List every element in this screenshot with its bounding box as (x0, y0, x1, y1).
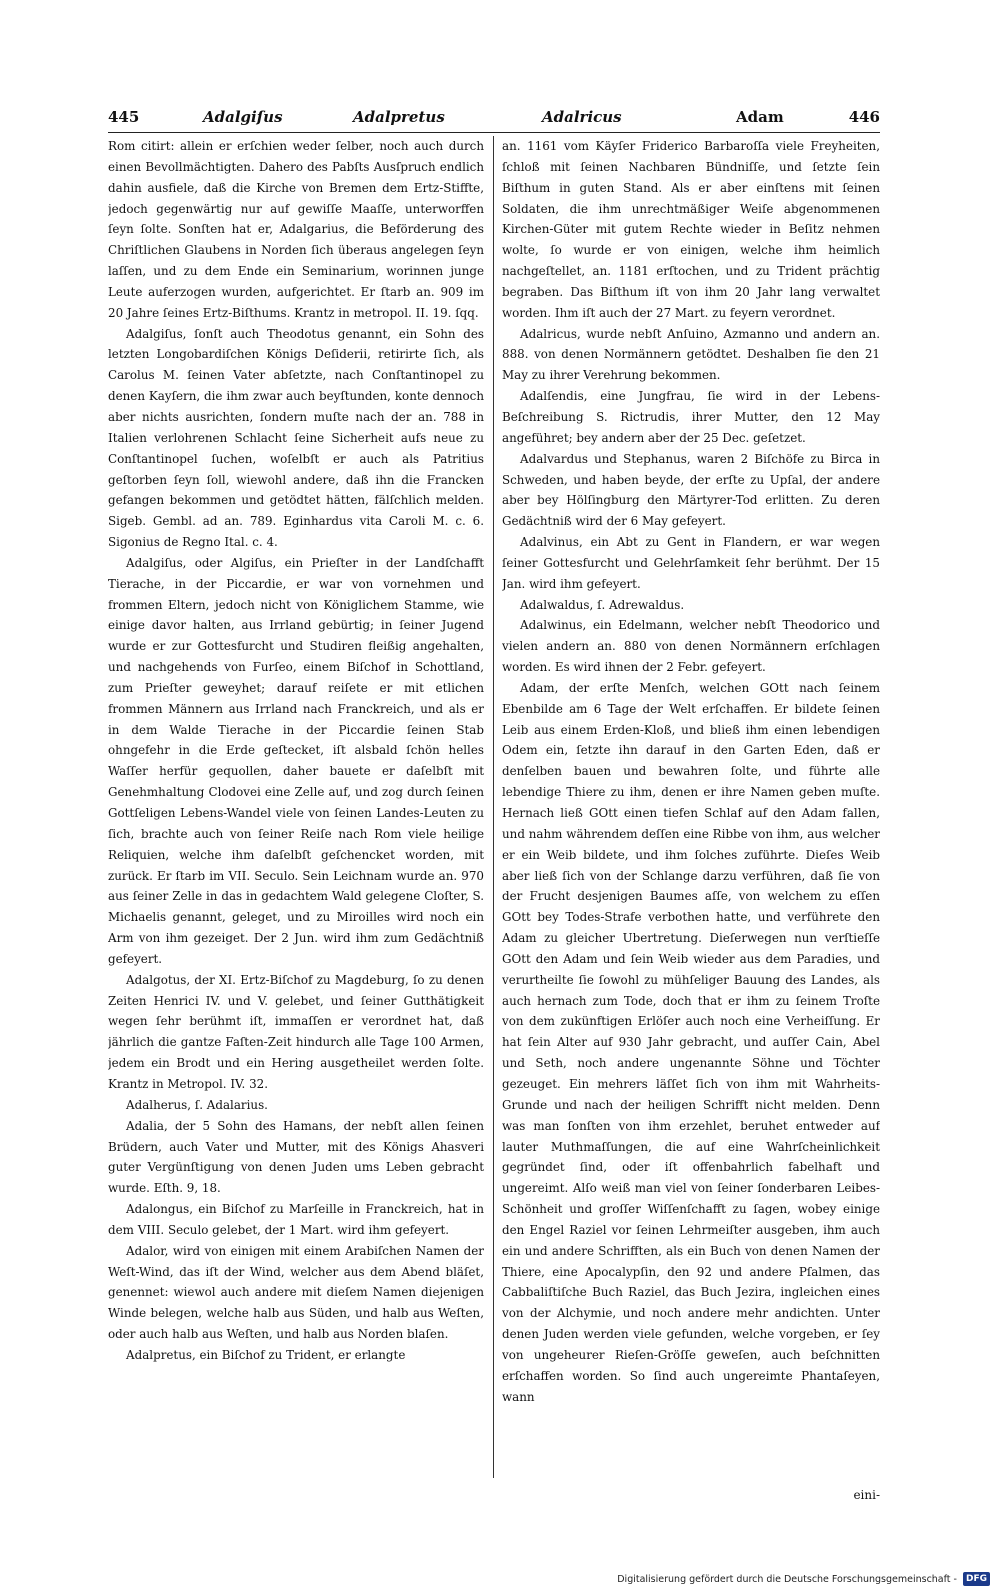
entry-paragraph: Adalongus, ein Biſchof zu Marſeille in Franckreich, hat in dem VIII. Seculo gelebet, der 1 Mart. wird ihm gefeyert. (108, 1202, 484, 1237)
entry-paragraph: an. 1161 vom Käyſer Friderico Barbaroſſa viele Freyheiten, ſchloß mit ſeinen Nachbaren Bündniſſe, und ſetzte ſein Biſthum in guten Stand. Als er aber einſtens mit ſeinen Soldaten, die ihm unrechtmäßiger Weiſe abgenommenen Kirchen-Güter mit gutem Rechte wieder in Beſitz nehmen wolte, ſo wurde er von einigen, welche ihm heimlich nachgeſtellet, an. 1181 erſtochen, und zu Trident prächtig begraben. Das Biſthum iſt von ihm 20 Jahr lang verwaltet worden. Ihm iſt auch der 27 Mart. zu feyern verordnet. (502, 139, 880, 320)
entry-paragraph: Adalherus, ſ. Adalarius. (126, 1097, 268, 1112)
left-headword-1: Adalgiſus (203, 108, 283, 126)
entry-paragraph: Rom citirt: allein er erſchien weder ſelber, noch auch durch einen Bevollmächtigten. Dahero des Pabſts Ausſpruch endlich dahin ausfiele, daß die Kirche von Bremen dem Ertz-Stiffte, jedoch gegenwärtig nur auf gewiſſe Maaſſe, unterworffen ſeyn ſolte. Sonſten hat er, Adalgarius, die Beförderung des Chriſtlichen Glaubens in Norden ſich überaus angelegen ſeyn laſſen, und zu dem Ende ein Seminarium, worinnen junge Leute auferzogen wurden, aufgerichtet. Er ſtarb an. 909 im 20 Jahre ſeines Ertz-Biſthums. Krantz in metropol. II. 19. ſqq. (108, 139, 484, 320)
header-rule (108, 132, 880, 133)
entry-paragraph: Adalſendis, eine Jungfrau, ſie wird in der Lebens-Beſchreibung S. Rictrudis, ihrer Mutter, den 12 May angeführet; bey andern aber der 25 Dec. geſetzet. (502, 389, 880, 445)
entry-paragraph: Adalgotus, der XI. Ertz-Biſchof zu Magdeburg, ſo zu denen Zeiten Henrici IV. und V. gelebet, und ſeiner Gutthätigkeit wegen ſehr berühmt iſt, immaſſen er verordnet hat, daß jährlich die gantze Faſten-Zeit hindurch alle Tage 100 Armen, jedem ein Brodt und ein Hering ausgetheilet werden ſolte. Krantz in Metropol. IV. 32. (108, 972, 484, 1091)
right-page-number: 446 (848, 108, 880, 126)
right-column (502, 136, 880, 1478)
right-headword-2: Adam (736, 108, 784, 126)
entry-paragraph: Adalvinus, ein Abt zu Gent in Flandern, er war wegen ſeiner Gottesfurcht und Gelehrſamkeit ſehr berühmt. Der 15 Jan. wird ihm gefeyert. (502, 535, 880, 591)
entry-paragraph: Adalgiſus, ſonſt auch Theodotus genannt, ein Sohn des letzten Longobardiſchen Königs Deſiderii, retirirte ſich, als Carolus M. ſeinen Vater abſetzte, nach Conſtantinopel zu denen Kayſern, die ihm zwar auch beyſtunden, konte dennoch aber nichts ausrichten, ſondern muſte nach der an. 788 in Italien verlohrenen Schlacht ſeine Sicherheit aufs neue zu Conſtantinopel ſuchen, woſelbſt er auch als Patritius geſtorben ſeyn ſoll, wiewohl andere, daß ihn die Francken gefangen bekommen und getödtet hätten, fälſchlich melden. Sigeb. Gembl. ad an. 789. Eginhardus vita Caroli M. c. 6. Sigonius de Regno Ital. c. 4. (108, 326, 484, 550)
entry-paragraph: Adalpretus, ein Biſchof zu Trident, er erlangte (126, 1347, 406, 1362)
running-header (108, 108, 880, 134)
entry-paragraph: Adalor, wird von einigen mit einem Arabiſchen Namen der Weſt-Wind, das iſt der Wind, welcher aus dem Abend bläſet, genennet: wiewol auch andere mit dieſem Namen diejenigen Winde belegen, welche halb aus Süden, und halb aus Weſten, oder auch halb aus Weſten, und halb aus Norden blaſen. (108, 1243, 484, 1342)
left-page-number: 445 (108, 108, 140, 126)
entry-paragraph: Adalvardus und Stephanus, waren 2 Biſchöfe zu Birca in Schweden, und haben beyde, der erſte zu Upſal, der andere aber bey Hölſingburg den Märtyrer-Tod erlitten. Zu deren Gedächtniß wird der 6 May gefeyert. (502, 451, 880, 529)
catchword: eini- (853, 1488, 880, 1502)
entry-paragraph: Adalricus, wurde nebſt Anſuino, Azmanno und andern an. 888. von denen Normännern getödtet. Deshalben ſie den 21 May zu ihrer Verehrung bekommen. (502, 326, 880, 383)
left-column (108, 136, 484, 1478)
right-headword-1: Adalricus (542, 108, 622, 126)
entry-paragraph: Adalia, der 5 Sohn des Hamans, der nebſt allen ſeinen Brüdern, auch Vater und Mutter, mit des Königs Ahasveri guter Vergünſtigung von denen Juden ums Leben gebracht wurde. Eſth. 9, 18. (108, 1118, 484, 1196)
entry-paragraph: Adalgiſus, oder Algiſus, ein Prieſter in der Landſchafft Tierache, in der Piccardie, er war von vornehmen und frommen Eltern, jedoch nicht von Königlichem Stamme, wie einige davor halten, aus Irrland gebürtig; in ſeiner Jugend wurde er zur Gottesfurcht und Studiren fleißig angehalten, und nachgehends von Furſeo, einem Biſchof in Schottland, zum Prieſter geweyhet; darauf reiſete er mit etlichen frommen Männern aus Irrland nach Franckreich, und als er in dem Walde Tierache in der Piccardie ſeinen Stab ohngefehr in die Erde geſtecket, iſt alsbald ſchön helles Waſſer herfür gequollen, daher bauete er daſelbſt mit Genehmhaltung Clodovei eine Zelle auf, und zog durch ſeinen Gottſeligen Lebens-Wandel viele von ſeinen Landes-Leuten zu ſich, brachte auch von ſeiner Reiſe nach Rom viele heilige Reliquien, welche ihm daſelbſt geſchencket worden, mit zurück. Er ſtarb im VII. Seculo. Sein Leichnam wurde an. 970 aus ſeiner Zelle in das in gedachtem Wald gelegene Cloſter, S. Michaelis genannt, geleget, und zu Miroilles wird noch ein Arm von ihm gezeiget. Der 2 Jun. wird ihm zum Gedächtniß gefeyert. (108, 555, 484, 966)
entry-paragraph: Adalwaldus, ſ. Adrewaldus. (520, 597, 685, 612)
digitization-footer (617, 1572, 990, 1586)
entry-paragraph: Adalwinus, ein Edelmann, welcher nebſt Theodorico und vielen andern an. 880 von denen Normännern erſchlagen worden. Es wird ihnen der 2 Febr. gefeyert. (502, 618, 880, 675)
page (108, 108, 880, 1502)
column-divider (493, 136, 494, 1478)
entry-paragraph: Adam, der erſte Menſch, welchen GOtt nach ſeinem Ebenbilde am 6 Tage der Welt erſchaffen. Er bildete ſeinen Leib aus einem Erden-Kloß, und bließ ihm einen lebendigen Odem ein, ſetzte ihn darauf in den Garten Eden, daß er denſelben bauen und bewahren ſolte, und führte alle lebendige Thiere zu ihm, denen er ihre Namen geben muſte. Hernach ließ GOtt einen tiefen Schlaf auf den Adam fallen, und nahm währendem deſſen eine Ribbe von ihm, aus welcher er ein Weib bildete, und ihm ſolches zuführte. Dieſes Weib aber ließ ſich von der Schlange darzu verführen, daß ſie von der Frucht desjenigen Baumes aſſe, von welchem zu eſſen GOtt bey Todes-Strafe verbothen hatte, und verführete den Adam zu gleicher Ubertretung. Dieſerwegen nun verſtieſſe GOtt den Adam und ſein Weib wieder aus dem Paradies, und verurtheilte ſie ſowohl zu mühſeliger Bauung des Landes, als auch hernach zum Tode, doch that er ihm zu ſeinem Troſte von dem zukünftigen Erlöſer auch noch eine Verheiſſung. Er hat ſein Alter auf 930 Jahr gebracht, und auſſer Cain, Abel und Seth, noch andere ungenannte Söhne und Töchter gezeuget. Ein mehrers läſſet ſich von ihm mit Wahrheits-Grunde und nach der heiligen Schrifft nicht melden. Denn was man ſonſten von ihm erzehlet, beruhet entweder auf lauter Muthmaſſungen, die auf eine Wahrſcheinlichkeit gegründet ſind, oder iſt offenbahrlich fabelhaft und ungereimt. Alſo weiß man viel von ſeiner ſonderbaren Leibes-Schönheit und groſſer Wiſſenſchafft zu ſagen, wobey einige den Engel Raziel vor ſeinen Lehrmeiſter ausgeben, ihm auch ein und andere Schrifften, als ein Buch von denen Namen der Thiere, eine Apocalypſin, den 92 und andere Pſalmen, das Cabbaliſtiſche Buch Raziel, das Buch Jezira, ingleichen eines von der Alchymie, und noch andere mehr andichten. Unter denen Juden werden viele gefunden, welche vorgeben, er ſey von ungeheurer Rieſen-Gröſſe geweſen, auch beſchnitten erſchaffen worden. So ſind auch ungereimte Phantaſeyen, wann (502, 680, 880, 1404)
dfg-logo-icon: DFG (963, 1572, 990, 1586)
text-columns (108, 136, 880, 1502)
footer-credit: Digitalisierung gefördert durch die Deutsche Forschungsgemeinschaft - (617, 1573, 957, 1585)
left-headword-2: Adalpretus (353, 108, 445, 126)
